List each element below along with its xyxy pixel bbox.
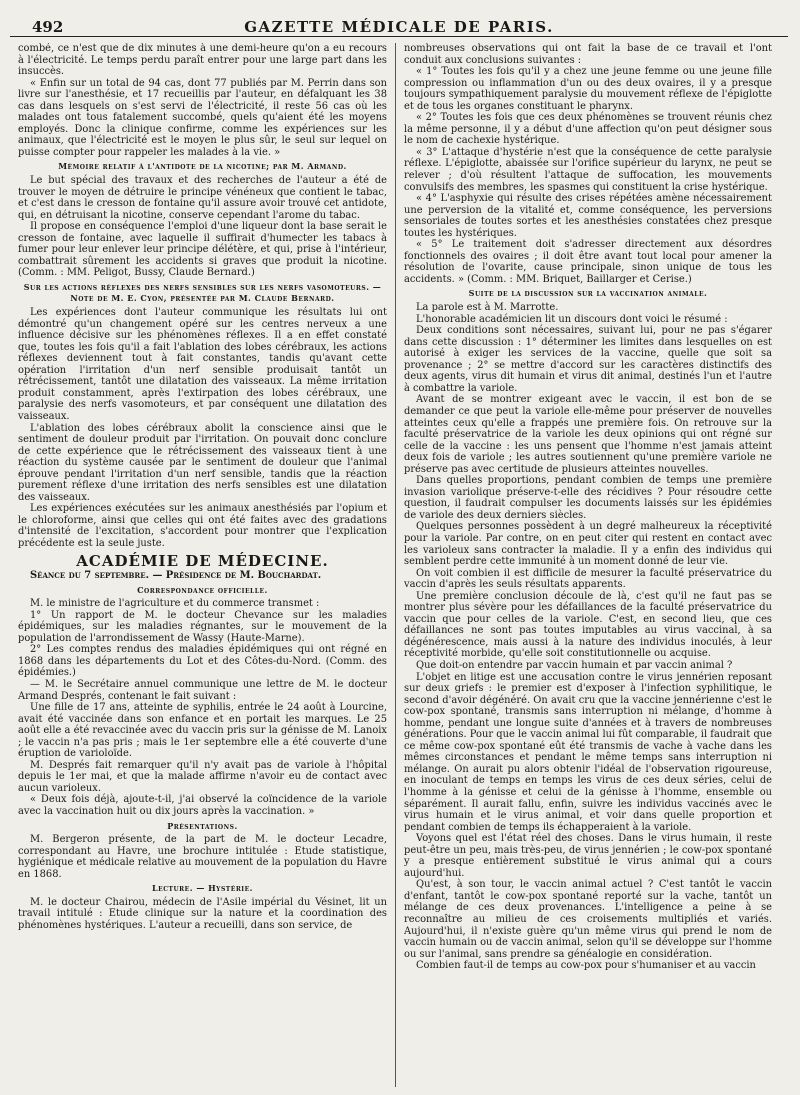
journal-title: GAZETTE MÉDICALE DE PARIS.	[244, 18, 554, 36]
paragraph: « 3° L'attaque d'hystérie n'est que la conséquence de cette paralysie réflexe. L'épiglotte, abaissée sur l'orifice supérieur du larynx, ne peut se relever ; d'où résultent l'attaque de suffocation, les mouvements convulsifs des membres, les spasmes qui constituent la crise hystérique.	[404, 146, 772, 193]
paragraph: Dans quelles proportions, pendant combien de temps une première invasion variolique préserve-t-elle des récidives ? Pour résoudre cette question, il faudrait compulser les documents laissés sur les épidémies de variole des deux derniers siècles.	[404, 475, 772, 521]
paragraph: « Deux fois déjà, ajoute-t-il, j'ai observé la coïncidence de la variole avec la vaccination huit ou dix jours après la vaccination. »	[18, 794, 387, 817]
paragraph: M. le docteur Chairou, médecin de l'Asile impérial du Vésinet, lit un travail intitulé : Etude clinique sur la nature et la coordination des phénomènes hystériques. L'auteur a recueilli, dans son service, de	[18, 896, 387, 931]
paragraph: La parole est à M. Marrotte.	[416, 302, 559, 314]
paragraph: L'objet en litige est une accusation contre le virus jennérien reposant sur deux griefs : le premier est d'exposer à l'infection syphilitique, le second d'avoir dégénéré. On avait cru que la vaccine jennérienne c'est le cow-pox spontané, transmis sans interruption ni mélange, d'homme à homme, pendant une longue suite d'années et à travers de nombreuses générations. Pour que le vaccin animal lui fût comparable, il faudrait que ce même cow-pox spontané eût été transmis de vache à vache dans les mêmes circonstances et pendant le même temps sans interruption ni mélange. On aurait pu alors obtenir l'idéal de l'observation rigoureuse, en inoculant de temps en temps les virus de ces deux séries, celui de l'homme à la génisse et celui de la génisse à l'homme, ensemble ou séparément. Il aurait fallu, enfin, suivre les individus vaccinés avec le virus humain et le virus animal, et voir dans quelle proportion et pendant combien de temps ils échapperaient à la variole.	[404, 671, 772, 833]
paragraph: Qu'est, à son tour, le vaccin animal actuel ? C'est tantôt le vaccin d'enfant, tantôt le cow-pox spontané reporté sur la vache, tantôt un mélange de ces deux provenances. L'intelligence a peine à se reconnaître au milieu de ces croisements multipliés et variés. Aujourd'hui, il n'existe guère qu'un même virus qui prend le nom de vaccin humain ou de vaccin animal, selon qu'il se développe sur l'homme ou sur l'animal, sans prendre sa généalogie en considération.	[404, 879, 772, 960]
paragraph: Le but spécial des travaux et des recherches de l'auteur a été de trouver le moyen de détruire le principe vénéneux que contient le tabac, et c'est dans le cresson de fontaine qu'il assure avoir trouvé cet antidote, qui, en détruisant la nicotine, conserve cependant l'arome du tabac.	[18, 175, 387, 221]
paragraph: M. le ministre de l'agriculture et du commerce transmet :	[30, 598, 320, 610]
paragraph: Une première conclusion découle de là, c'est qu'il ne faut pas se montrer plus sévère pour les défaillances de la faculté préservatrice du vaccin que pour celles de la variole. C'est, en second lieu, que ces défaillances ne sont pas toutes imputables au virus vaccinal, à sa dégénérescence, mais aussi à la nature des individus inoculés, à leur réceptivité morbide, qu'elle soit constitutionnelle ou acquise.	[404, 590, 772, 660]
paragraph: L'honorable académicien lit un discours dont voici le résumé :	[416, 313, 728, 325]
paragraph: Voyons quel est l'état réel des choses. Dans le virus humain, il reste peut-être un peu, mais très-peu, de virus jennérien ; le cow-pox spontané y a presque entièrement substitué le virus animal qui a cours aujourd'hui.	[404, 833, 772, 879]
paragraph: Que doit-on entendre par vaccin humain et par vaccin animal ?	[416, 659, 733, 671]
page-header	[10, 14, 788, 37]
paragraph: « 5° Le traitement doit s'adresser directement aux désordres fonctionnels des ovaires ; il doit être avant tout local pour amener la résolution de l'ovarite, cause principale, sinon unique de tous les accidents. » (Comm. : MM. Briquet, Baillarger et Cerise.)	[404, 239, 772, 285]
paragraph: 1° Un rapport de M. le docteur Chevance sur les maladies épidémiques, sur les maladies régnantes, sur le mouvement de la population de l'arrondissement de Wassy (Haute-Marne).	[18, 609, 387, 644]
paragraph: Combien faut-il de temps au cow-pox pour s'humaniser et au vaccin	[416, 960, 756, 972]
paragraph: L'ablation des lobes cérébraux abolit la conscience ainsi que le sentiment de douleur produit par l'irritation. On pouvait donc conclure de cette expérience que le rétrécissement des vaisseaux tient à une réaction du système causée par le sentiment de douleur que l'animal éprouve pendant l'irritation d'un nerf sensible, tandis que la réaction purement réflexe d'une irritation des nerfs sensibles est une dilatation des vaisseaux.	[18, 422, 387, 503]
paragraph: M. Bergeron présente, de la part de M. le docteur Lecadre, correspondant au Havre, une brochure intitulée : Etude statistique, hygiénique et médicale relative au mouvement de la population du Havre en 1868.	[18, 834, 387, 880]
paragraph: Avant de se montrer exigeant avec le vaccin, il est bon de se demander ce que peut la variole elle-même pour préserver de nouvelles atteintes ceux qu'elle a frappés une première fois. On retrouve sur la faculté préservatrice de la variole les deux opinions qui ont régné sur celle de la vaccine : les uns pensent que l'homme n'est jamais atteint deux fois de variole ; les autres soutiennent qu'une première variole ne préserve pas avec certitude de plusieurs atteintes nouvelles.	[404, 394, 772, 475]
paragraph: Les expériences exécutées sur les animaux anesthésiés par l'opium et le chloroforme, ainsi que celles qui ont été faites avec des gradations d'intensité de l'excitation, s'accordent pour montrer que l'explication précédente est la seule juste.	[18, 503, 387, 549]
section-heading: Suite de la discussion sur la vaccination animale.	[468, 288, 708, 299]
paragraph: Les expériences dont l'auteur communique les résultats lui ont démontré qu'un changement opéré sur les centres nerveux a une influence décisive sur les phénomènes réflexes. Il a en effet constaté que, toutes les fois qu'il a fait l'ablation des lobes cérébraux, les actions réflexes deviennent tout à fait constantes, tandis qu'avant cette opération l'irritation d'un nerf sensible produisait tantôt un rétrécissement, tantôt une dilatation des vaisseaux. La même irritation produit constamment, après l'extirpation des lobes cérébraux, une paralysie des nerfs vasomoteurs, et par conséquent une dilatation des vaisseaux.	[18, 307, 387, 422]
paragraph: « 2° Toutes les fois que ces deux phénomènes se trouvent réunis chez la même personne, il y a début d'une affection qu'on peut désigner sous le nom de cachexie hystérique.	[404, 112, 772, 147]
paragraph: On voit combien il est difficile de mesurer la faculté préservatrice du vaccin d'après les seuls résultats apparents.	[404, 567, 772, 591]
paragraph: 2° Les comptes rendus des maladies épidémiques qui ont régné en 1868 dans les départements du Lot et des Côtes-du-Nord. (Comm. des épidémies.)	[18, 644, 387, 679]
paragraph: Une fille de 17 ans, atteinte de syphilis, entrée le 24 août à Lourcine, avait été vaccinée dans son enfance et en portait les marques. Le 25 août elle a été revaccinée avec du vaccin pris sur la génisse de M. Lanoix ; le vaccin n'a pas pris ; mais le 1er septembre elle a été couverte d'une éruption de varioloïde.	[18, 702, 387, 760]
session-heading: Séance du 7 septembre. — Présidence de M. Bouchardat.	[30, 570, 322, 582]
paragraph: « 1° Toutes les fois qu'il y a chez une jeune femme ou une jeune fille compression ou inflammation d'un ou des deux ovaires, il y a presque toujours sympathiquement paralysie du mouvement réflexe de l'épiglotte et de tous les organes constituant le pharynx.	[404, 66, 772, 112]
paragraph: Deux conditions sont nécessaires, suivant lui, pour ne pas s'égarer dans cette discussion : 1° déterminer les limites dans lesquelles on est autorisé à exiger les services de la vaccine, quelle que soit sa provenance ; 2° se mettre d'accord sur les caractères distinctifs des deux agents, virus dit humain et virus dit animal, destinés l'un et l'autre à combattre la variole.	[404, 325, 772, 394]
paragraph: « Enfin sur un total de 94 cas, dont 77 publiés par M. Perrin dans son livre sur l'anesthésie, et 17 recueillis par l'auteur, en défalquant les 38 cas dans lesquels on s'est servi de l'électricité, il reste 56 cas où les malades ont tous fatalement succombé, quels qu'aient été les moyens employés. Donc la clinique confirme, comme les expériences sur les animaux, que l'électricité est le moyen le plus sûr, le seul sur lequel on puisse compter pour rappeler les malades à la vie. »	[18, 77, 387, 158]
section-heading: Présentations.	[167, 820, 238, 831]
right-column	[395, 43, 780, 1087]
section-heading: Sur les actions réflexes des nerfs sensibles sur les nerfs vasomoteurs. — Note de M. E. Cyon, présentée par M. Claude Bernard.	[23, 281, 382, 304]
paragraph: Il propose en conséquence l'emploi d'une liqueur dont la base serait le cresson de fontaine, avec laquelle il suffirait d'humecter les tabacs à fumer pour leur enlever leur principe délétère, et qui, prise à l'intérieur, combattrait sûrement les accidents si graves que produit la nicotine. (Comm. : MM. Peligot, Bussy, Claude Bernard.)	[18, 221, 387, 279]
paragraph: nombreuses observations qui ont fait la base de ce travail et l'ont conduit aux conclusions suivantes :	[404, 43, 772, 66]
paragraph: M. Després fait remarquer qu'il n'y avait pas de variole à l'hôpital depuis le 1er mai, et que la malade affirme n'avoir eu de contact avec aucun varioleux.	[18, 759, 387, 794]
section-heading: Mémoire relatif à l'antidote de la nicotine; par M. Armand.	[58, 161, 347, 172]
left-column	[10, 43, 395, 1087]
paragraph: — M. le Secrétaire annuel communique une lettre de M. le docteur Armand Després, contenant le fait suivant :	[18, 678, 387, 702]
academy-heading: ACADÉMIE DE MÉDECINE.	[76, 551, 329, 570]
section-heading: Correspondance officielle.	[137, 584, 268, 595]
paragraph: « 4° L'asphyxie qui résulte des crises répétées amène nécessairement une perversion de la vitalité et, comme conséquence, les perversions sensoriales de toutes sortes et les anesthésies constatées chez presque toutes les hystériques.	[404, 193, 772, 239]
paragraph: Quelques personnes possèdent à un degré malheureux la réceptivité pour la variole. Par contre, on en peut citer qui restent en contact avec les varioleux sans contracter la maladie. Il y a enfin des individus qui semblent perdre cette immunité à un moment donné de leur vie.	[404, 521, 772, 568]
section-heading: Lecture. — Hystérie.	[152, 883, 253, 894]
page-number: 492	[32, 18, 64, 36]
paragraph: combé, ce n'est que de dix minutes à une demi-heure qu'on a eu recours à l'électricité. Le temps perdu paraît entrer pour une large part dans les insuccès.	[18, 43, 387, 78]
